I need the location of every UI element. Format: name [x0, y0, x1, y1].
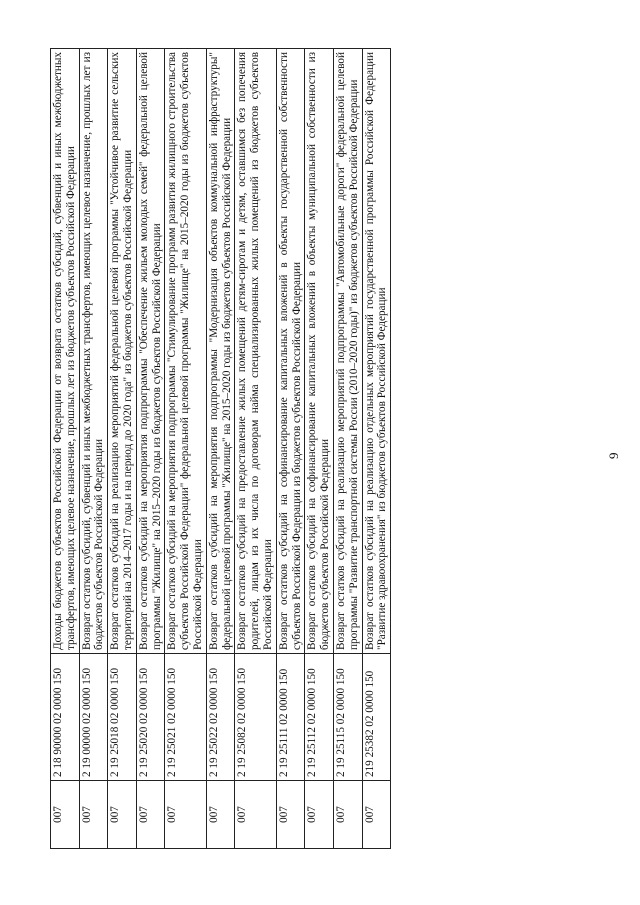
description-cell: Возврат остатков субсидий на реализацию мероприятий федеральной целевой программы "Устойчивое развитие сельских территорий на 2014–2017 годы и на период до 2020 года" из бюджетов субъектов Российской Федерации [108, 49, 137, 654]
table-row [108, 49, 137, 849]
admin-code-cell: 007 [136, 781, 165, 849]
description-cell: Возврат остатков субсидий на мероприятия подпрограммы "Обеспечение жильем молодых семей" федеральной целевой программы "Жилище" на 2015–2020 годы из бюджетов субъектов Российской Федерации [136, 49, 165, 654]
description-cell: Возврат остатков субсидий на софинансирование капитальных вложений в объекты муниципальной собственности из бюджетов субъектов Российской Федерации [305, 49, 334, 654]
description-cell: Возврат остатков субсидий на мероприятия подпрограммы "Стимулирование программ развития жилищного строительства субъектов Российской Федерации" федеральной целевой программы "Жилище" на 2015–2020 годы из бюджетов субъектов Российской Федерации [165, 49, 206, 654]
table-row [276, 49, 305, 849]
admin-code-cell: 007 [79, 781, 108, 849]
table-row [136, 49, 165, 849]
description-cell: Возврат остатков субсидий на мероприятия подпрограммы "Модернизация объектов коммунальной инфраструктуры" федеральной целевой программы "Жилище" на 2015–2020 годы из бюджетов субъектов Российской Федерации [206, 49, 235, 654]
admin-code-cell: 007 [108, 781, 137, 849]
admin-code-cell: 007 [362, 781, 391, 849]
budget-code-cell: 2 19 25022 02 0000 150 [206, 654, 235, 781]
budget-code-cell: 2 19 25112 02 0000 150 [305, 654, 334, 781]
budget-code-cell: 2 19 25082 02 0000 150 [235, 654, 276, 781]
admin-code-cell: 007 [165, 781, 206, 849]
description-cell: Доходы бюджетов субъектов Российской Федерации от возврата остатков субсидий, субвенций и иных межбюджетных трансфертов, имеющих целевое назначение, прошлых лет из бюджетов субъектов Российской Федерации [51, 49, 80, 654]
admin-code-cell: 007 [305, 781, 334, 849]
description-cell: Возврат остатков субсидий на предоставление жилых помещений детям-сиротам и детям, оставшимся без попечения родителей, лицам из их числа по договорам найма специализированных жилых помещений из бюджетов субъектов Российской Федерации [235, 49, 276, 654]
table-row [362, 49, 391, 849]
description-cell: Возврат остатков субсидий на софинансирование капитальных вложений в объекты государственной собственности субъектов Российской Федерации из бюджетов субъектов Российской Федерации [276, 49, 305, 654]
table-row [206, 49, 235, 849]
table-row [79, 49, 108, 849]
budget-code-cell: 2 19 25021 02 0000 150 [165, 654, 206, 781]
admin-code-cell: 007 [276, 781, 305, 849]
table-row [305, 49, 334, 849]
admin-code-cell: 007 [235, 781, 276, 849]
budget-codes-table [50, 48, 391, 849]
table-row [165, 49, 206, 849]
budget-code-cell: 2 18 90000 02 0000 150 [51, 654, 80, 781]
budget-code-cell: 219 25382 02 0000 150 [362, 654, 391, 781]
description-cell: Возврат остатков субсидий, субвенций и иных межбюджетных трансфертов, имеющих целевое назначение, прошлых лет из бюджетов субъектов Российской Федерации [79, 49, 108, 654]
admin-code-cell: 007 [333, 781, 362, 849]
budget-code-cell: 2 19 25018 02 0000 150 [108, 654, 137, 781]
description-cell: Возврат остатков субсидий на реализацию отдельных мероприятий государственной программы Российской Федерации "Развитие здравоохранения" из бюджетов субъектов Российской Федерации [362, 49, 391, 654]
table-row [51, 49, 80, 849]
budget-code-cell: 2 19 25111 02 0000 150 [276, 654, 305, 781]
budget-code-cell: 2 19 00000 02 0000 150 [79, 654, 108, 781]
budget-code-cell: 2 19 25020 02 0000 150 [136, 654, 165, 781]
table-row [235, 49, 276, 849]
budget-code-cell: 2 19 25115 02 0000 150 [333, 654, 362, 781]
table-row [333, 49, 362, 849]
admin-code-cell: 007 [51, 781, 80, 849]
admin-code-cell: 007 [206, 781, 235, 849]
description-cell: Возврат остатков субсидий на реализацию мероприятий подпрограммы "Автомобильные дороги" федеральной целевой программы "Развитие транспортной системы России (2010–2020 годы)" из бюджетов субъектов Российской Федерации [333, 49, 362, 654]
page-number: 9 [606, 452, 621, 459]
